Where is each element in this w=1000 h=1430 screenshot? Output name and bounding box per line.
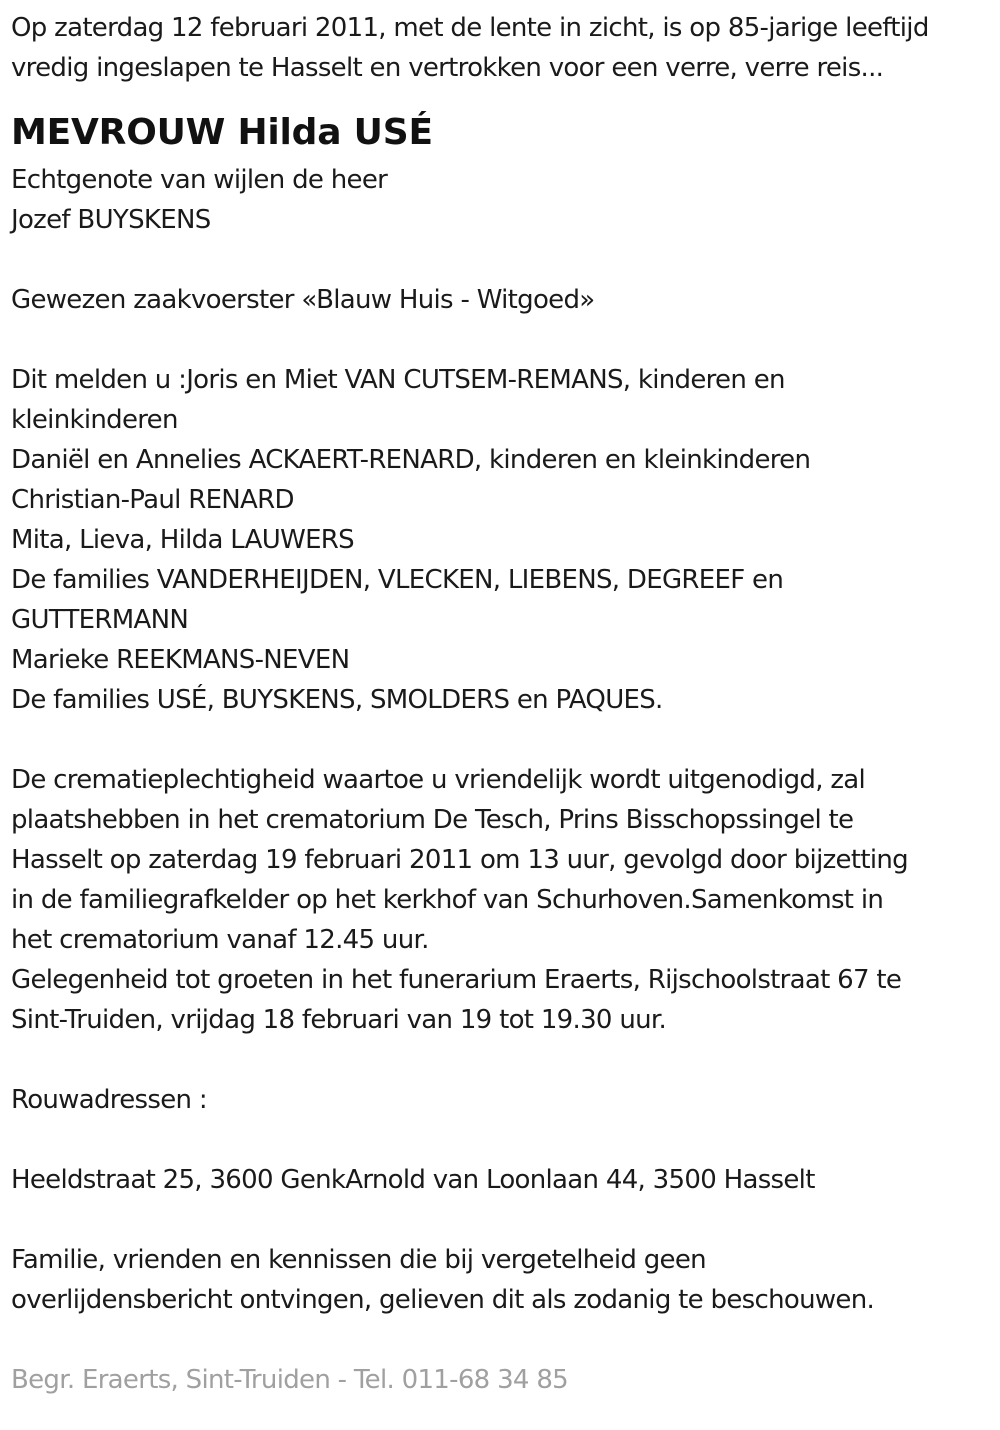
family-line: kleinkinderen (11, 405, 178, 435)
occupation: Gewezen zaakvoerster «Blauw Huis - Witgoed» (11, 285, 595, 315)
addresses-label: Rouwadressen : (11, 1085, 207, 1115)
ceremony-line: het crematorium vanaf 12.45 uur. (11, 925, 429, 955)
family-line: Dit melden u :Joris en Miet VAN CUTSEM-REMANS, kinderen en (11, 365, 785, 395)
family-line: Christian-Paul RENARD (11, 485, 294, 515)
ceremony-line: in de familiegrafkelder op het kerkhof van Schurhoven.Samenkomst in (11, 885, 884, 915)
family-line: Mita, Lieva, Hilda LAUWERS (11, 525, 354, 555)
intro-text (11, 8, 996, 88)
family-line: Daniël en Annelies ACKAERT-RENARD, kinderen en kleinkinderen (11, 445, 811, 475)
family-list (11, 360, 996, 720)
ceremony-line: Sint-Truiden, vrijdag 18 februari van 19 tot 19.30 uur. (11, 1005, 667, 1035)
deceased-name: MEVROUW Hilda USÉ (11, 112, 433, 153)
spouse-info (11, 160, 996, 240)
mourning-addresses: Heeldstraat 25, 3600 GenkArnold van Loonlaan 44, 3500 Hasselt (11, 1165, 815, 1195)
spouse-line: Jozef BUYSKENS (11, 205, 211, 235)
ceremony-line: plaatshebben in het crematorium De Tesch, Prins Bisschopssingel te (11, 805, 854, 835)
ceremony-details (11, 760, 996, 1040)
closing-text (11, 1240, 996, 1320)
family-line: De families VANDERHEIJDEN, VLECKEN, LIEBENS, DEGREEF en (11, 565, 784, 595)
intro-line: vredig ingeslapen te Hasselt en vertrokken voor een verre, verre reis... (11, 53, 884, 83)
family-line: De families USÉ, BUYSKENS, SMOLDERS en PAQUES. (11, 685, 663, 715)
ceremony-line: De crematieplechtigheid waartoe u vriendelijk wordt uitgenodigd, zal (11, 765, 866, 795)
spouse-line: Echtgenote van wijlen de heer (11, 165, 388, 195)
obituary-notice (11, 8, 996, 1400)
closing-line: overlijdensbericht ontvingen, gelieven dit als zodanig te beschouwen. (11, 1285, 875, 1315)
family-line: Marieke REEKMANS-NEVEN (11, 645, 350, 675)
family-line: GUTTERMANN (11, 605, 189, 635)
ceremony-line: Hasselt op zaterdag 19 februari 2011 om 13 uur, gevolgd door bijzetting (11, 845, 908, 875)
closing-line: Familie, vrienden en kennissen die bij vergetelheid geen (11, 1245, 706, 1275)
funeral-home-footer: Begr. Eraerts, Sint-Truiden - Tel. 011-68 34 85 (11, 1365, 569, 1395)
intro-line: Op zaterdag 12 februari 2011, met de lente in zicht, is op 85-jarige leeftijd (11, 13, 929, 43)
ceremony-line: Gelegenheid tot groeten in het funerarium Eraerts, Rijschoolstraat 67 te (11, 965, 902, 995)
